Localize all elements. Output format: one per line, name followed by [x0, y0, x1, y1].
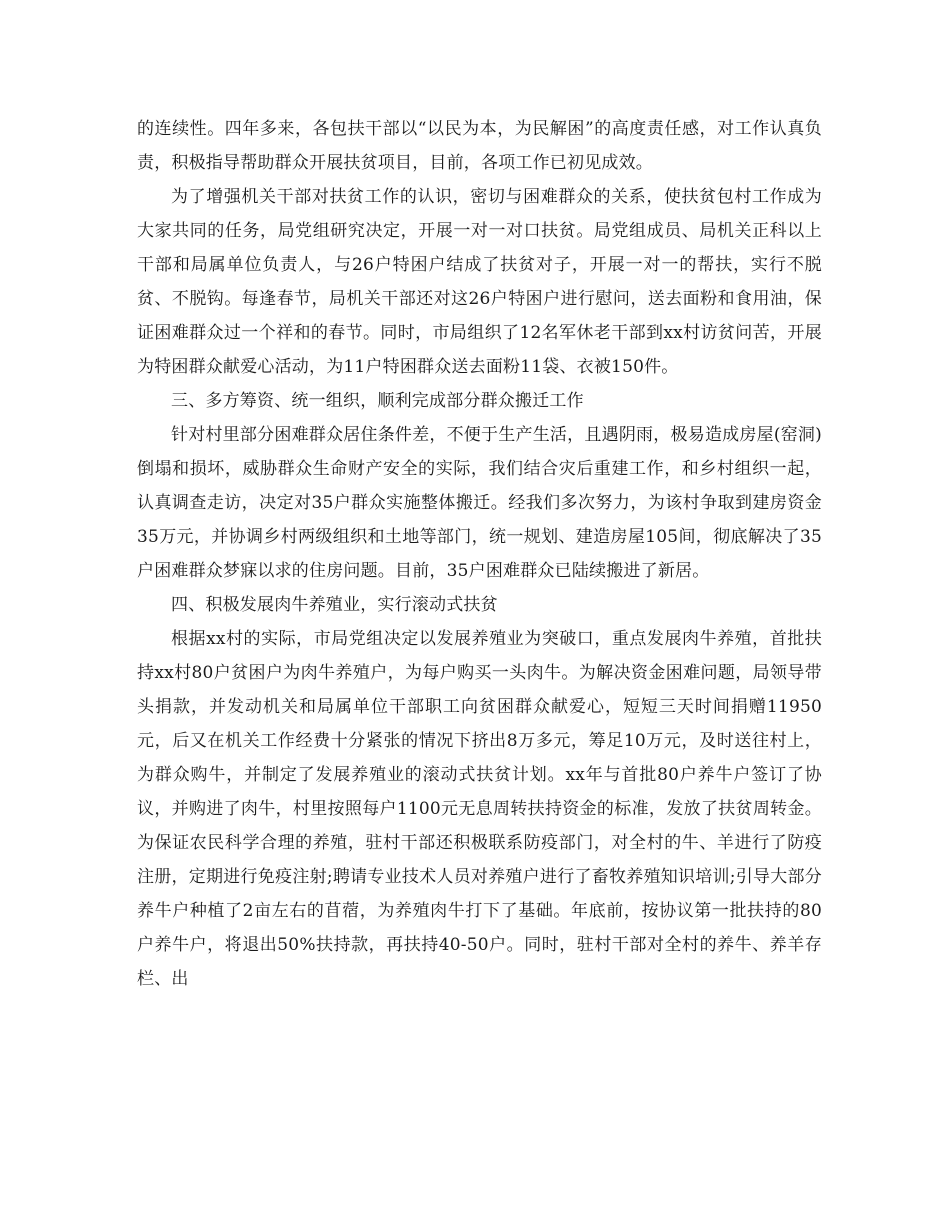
paragraph-relocation: 针对村里部分困难群众居住条件差，不便于生产生活，且遇阴雨，极易造成房屋(窑洞)倒塌和损坏，威胁群众生命财产安全的实际，我们结合灾后重建工作，和乡村组织一起，认真调查走访，决定对35户群众实施整体搬迁。经我们多次努力，为该村争取到建房资金35万元，并协调乡村两级组织和土地等部门，统一规划、建造房屋105间，彻底解决了35户困难群众梦寐以求的住房问题。目前，35户困难群众已陆续搬进了新居。	[137, 425, 822, 581]
paragraph-cattle-farming: 根据xx村的实际，市局党组决定以发展养殖业为突破口，重点发展肉牛养殖，首批扶持xx村80户贫困户为肉牛养殖户，为每户购买一头肉牛。为解决资金困难问题，局领导带头捐款，并发动机关和局属单位干部职工向贫困群众献爱心，短短三天时间捐赠11950元，后又在机关工作经费十分紧张的情况下挤出8万多元，筹足10万元，及时送往村上，为群众购牛，并制定了发展养殖业的滚动式扶贫计划。xx年与首批80户养牛户签订了协议，并购进了肉牛，村里按照每户1100元无息周转扶持资金的标准，发放了扶贫周转金。为保证农民科学合理的养殖，驻村干部还积极联系防疫部门，对全村的牛、羊进行了防疫注册，定期进行免疫注射;聘请专业技术人员对养殖户进行了畜牧养殖知识培训;引导大部分养牛户种植了2亩左右的苜蓿，为养殖肉牛打下了基础。年底前，按协议第一批扶持的80户养牛户，将退出50%扶持款，再扶持40-50户。同时，驻村干部对全村的养牛、养羊存栏、出	[137, 629, 822, 989]
paragraph-continuation: 的连续性。四年多来，各包扶干部以“以民为本，为民解困”的高度责任感，对工作认真负责，积极指导帮助群众开展扶贫项目，目前，各项工作已初见成效。	[137, 119, 822, 173]
paragraph-one-on-one-aid: 为了增强机关干部对扶贫工作的认识，密切与困难群众的关系，使扶贫包村工作成为大家共同的任务，局党组研究决定，开展一对一对口扶贫。局党组成员、局机关正科以上干部和局属单位负责人，与26户特困户结成了扶贫对子，开展一对一的帮扶，实行不脱贫、不脱钩。每逢春节，局机关干部还对这26户特困户进行慰问，送去面粉和食用油，保证困难群众过一个祥和的春节。同时，市局组织了12名军休老干部到xx村访贫问苦，开展为特困群众献爱心活动，为11户特困群众送去面粉11袋、衣被150件。	[137, 187, 822, 377]
section-heading-relocation: 三、多方筹资、统一组织，顺利完成部分群众搬迁工作	[171, 391, 584, 411]
section-heading-cattle: 四、积极发展肉牛养殖业，实行滚动式扶贫	[171, 595, 498, 615]
document-body	[137, 112, 822, 996]
